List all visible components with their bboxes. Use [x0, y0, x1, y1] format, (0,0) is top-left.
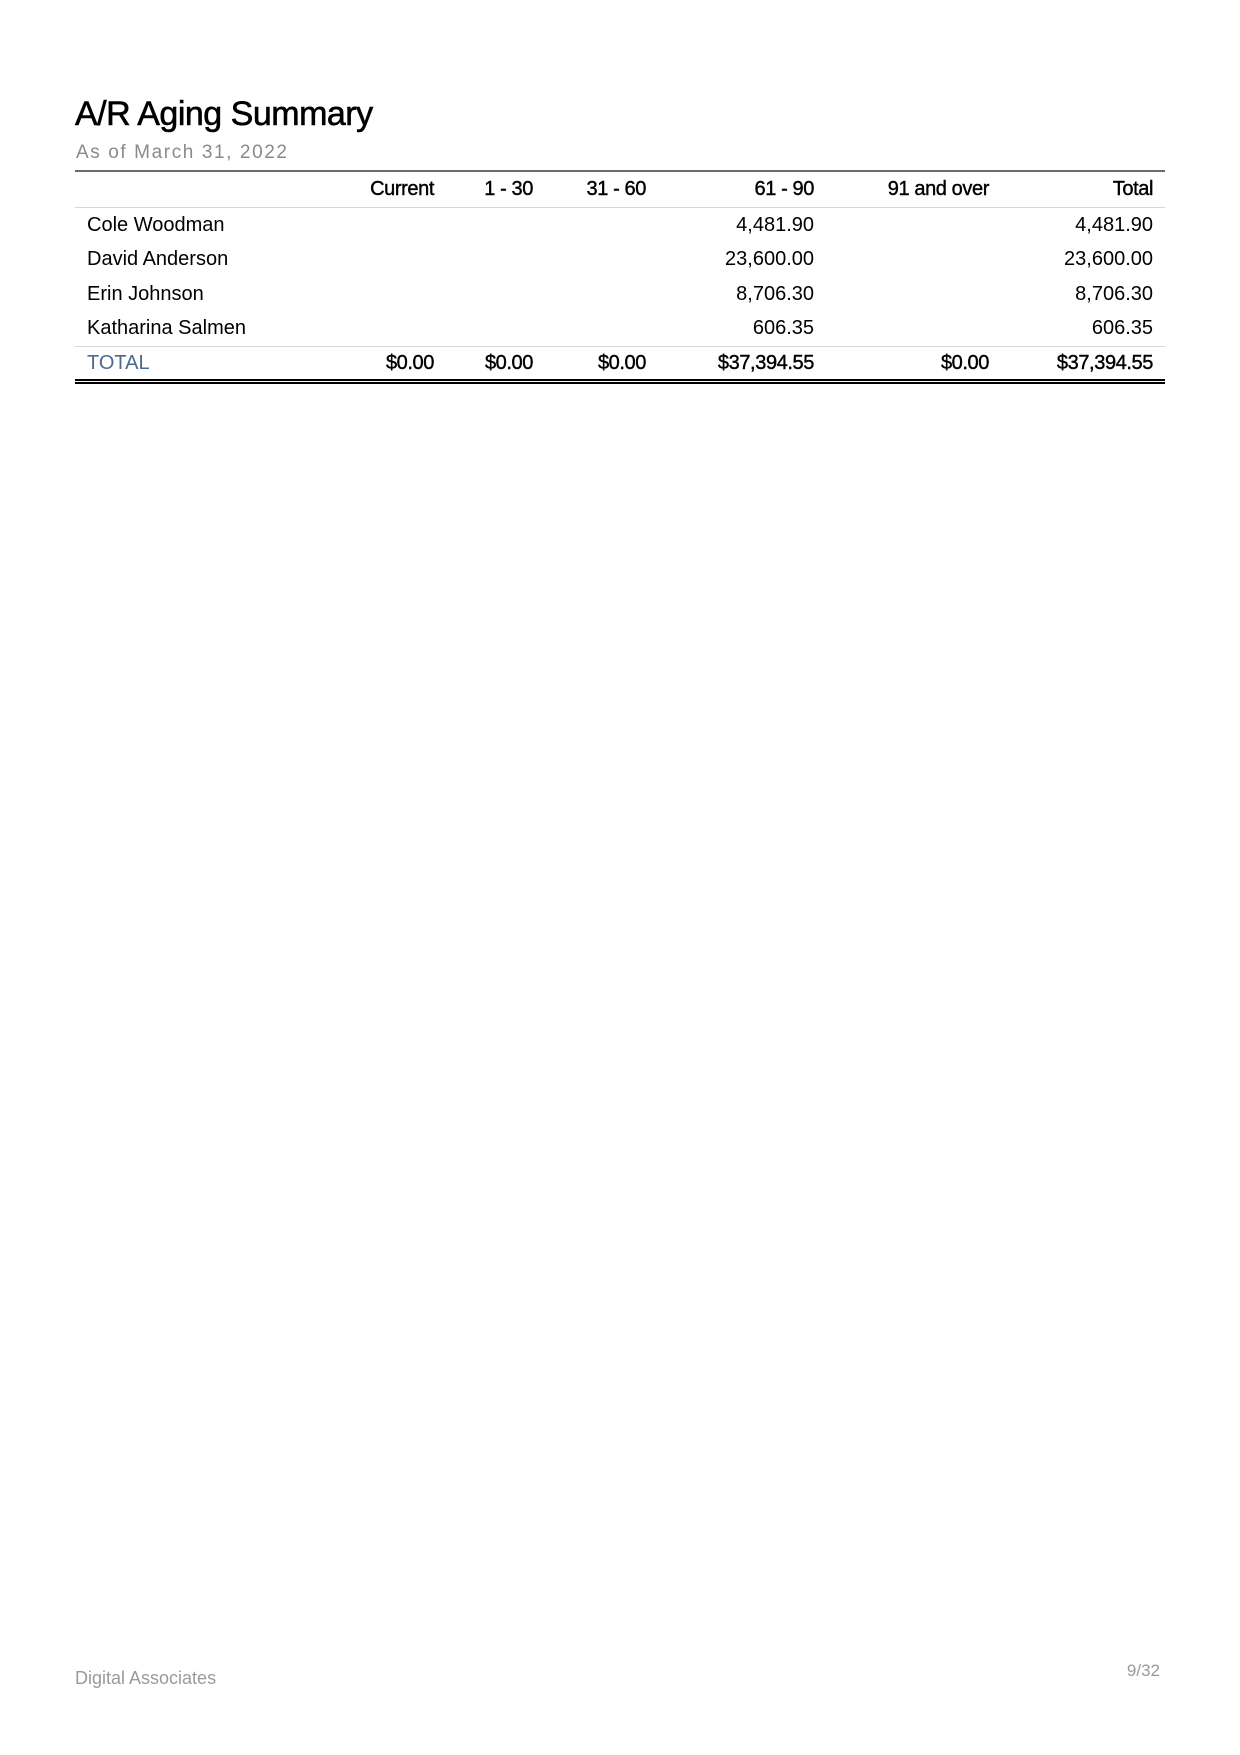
cell-current — [329, 312, 446, 347]
table-row — [75, 312, 1165, 347]
aging-table — [75, 172, 1165, 384]
table-row — [75, 243, 1165, 278]
cell-91-over — [826, 312, 1001, 347]
total-1-30: $0.00 — [446, 347, 545, 382]
cell-91-over — [826, 208, 1001, 243]
cell-total: 8,706.30 — [1075, 282, 1153, 305]
cell-total: 4,481.90 — [1075, 213, 1153, 236]
report-title: A/R Aging Summary — [75, 95, 373, 133]
column-header-customer — [75, 172, 329, 208]
cell-1-30 — [446, 312, 545, 347]
total-current: $0.00 — [329, 347, 446, 382]
cell-1-30 — [446, 277, 545, 312]
column-header-1-30: 1 - 30 — [446, 172, 545, 208]
cell-61-90: 606.35 — [658, 312, 826, 347]
total-31-60: $0.00 — [545, 347, 658, 382]
column-header-91-over: 91 and over — [826, 172, 1001, 208]
cell-current — [329, 277, 446, 312]
cell-31-60 — [545, 312, 658, 347]
cell-31-60 — [545, 277, 658, 312]
cell-61-90: 4,481.90 — [736, 213, 814, 236]
cell-31-60 — [545, 208, 658, 243]
aging-table-container — [75, 170, 1165, 384]
cell-current — [329, 208, 446, 243]
page-number: 9/32 — [1126, 1661, 1160, 1680]
cell-1-30 — [446, 243, 545, 278]
cell-total: 23,600.00 — [1064, 248, 1153, 271]
totals-label: TOTAL — [75, 347, 329, 382]
total-grand: $37,394.55 — [1001, 347, 1165, 382]
table-row — [75, 208, 1165, 243]
customer-name: Katharina Salmen — [75, 312, 329, 347]
cell-31-60 — [545, 243, 658, 278]
cell-current — [329, 243, 446, 278]
customer-name: Erin Johnson — [87, 282, 204, 305]
cell-61-90: 23,600.00 — [725, 248, 814, 271]
column-header-total: Total — [1001, 172, 1165, 208]
customer-name: Cole Woodman — [87, 213, 225, 236]
cell-91-over — [826, 243, 1001, 278]
column-header-61-90: 61 - 90 — [658, 172, 826, 208]
column-header-current: Current — [329, 172, 446, 208]
customer-name: David Anderson — [87, 248, 229, 271]
table-row — [75, 277, 1165, 312]
cell-1-30 — [446, 208, 545, 243]
cell-total: 606.35 — [1001, 312, 1165, 347]
total-91-over: $0.00 — [826, 347, 1001, 382]
cell-61-90: 8,706.30 — [736, 282, 814, 305]
table-header-row — [75, 172, 1165, 208]
footer-company-name: Digital Associates — [75, 1668, 217, 1688]
total-61-90: $37,394.55 — [658, 347, 826, 382]
report-date: As of March 31, 2022 — [76, 142, 289, 163]
totals-row — [75, 347, 1165, 382]
cell-91-over — [826, 277, 1001, 312]
column-header-31-60: 31 - 60 — [545, 172, 658, 208]
